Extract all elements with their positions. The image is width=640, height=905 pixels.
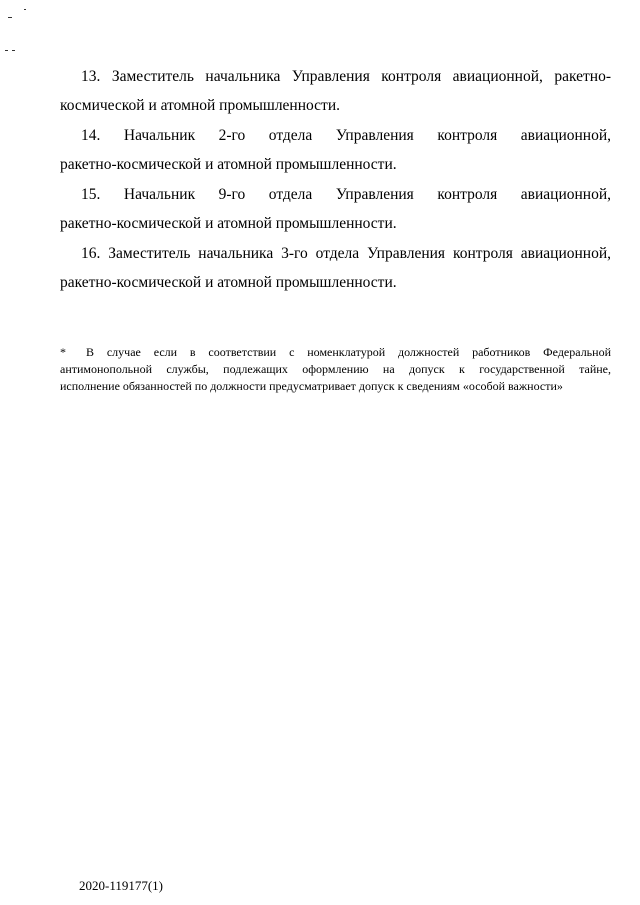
list-item-line: 14. Начальник 2-го отдела Управления контроля авиационной, xyxy=(81,127,611,144)
list-item-line: ракетно-космической и атомной промышленности. xyxy=(60,274,397,291)
footnote-line: антимонопольной службы, подлежащих оформлению на допуск к государственной тайне, xyxy=(60,362,611,376)
scan-speck xyxy=(5,50,8,51)
list-item-14 xyxy=(60,121,611,179)
list-item-16 xyxy=(60,239,611,297)
footnote xyxy=(60,344,611,395)
list-item-line: 16. Заместитель начальника 3-го отдела Управления контроля авиационной, xyxy=(81,245,611,262)
list-item-line: ракетно-космической и атомной промышленности. xyxy=(60,215,397,232)
scan-speck xyxy=(8,17,12,18)
list-item-13 xyxy=(60,62,611,120)
list-item-line: 13. Заместитель начальника Управления контроля авиационной, ракетно- xyxy=(81,68,611,85)
scan-speck xyxy=(24,9,26,10)
list-item-line: ракетно-космической и атомной промышленности. xyxy=(60,156,397,173)
document-number: 2020-119177(1) xyxy=(79,878,164,893)
list-item-line: 15. Начальник 9-го отдела Управления контроля авиационной, xyxy=(81,186,611,203)
footnote-line xyxy=(60,344,611,361)
scan-speck xyxy=(12,50,15,51)
list-item-line: космической и атомной промышленности. xyxy=(60,97,340,114)
footnote-marker: * xyxy=(60,345,66,359)
list-item-15 xyxy=(60,180,611,238)
footnote-line: исполнение обязанностей по должности предусматривает допуск к сведениям «особой важности» xyxy=(60,379,563,393)
footnote-line-text: В случае если в соответствии с номенклатурой должностей работников Федеральной xyxy=(86,345,611,359)
